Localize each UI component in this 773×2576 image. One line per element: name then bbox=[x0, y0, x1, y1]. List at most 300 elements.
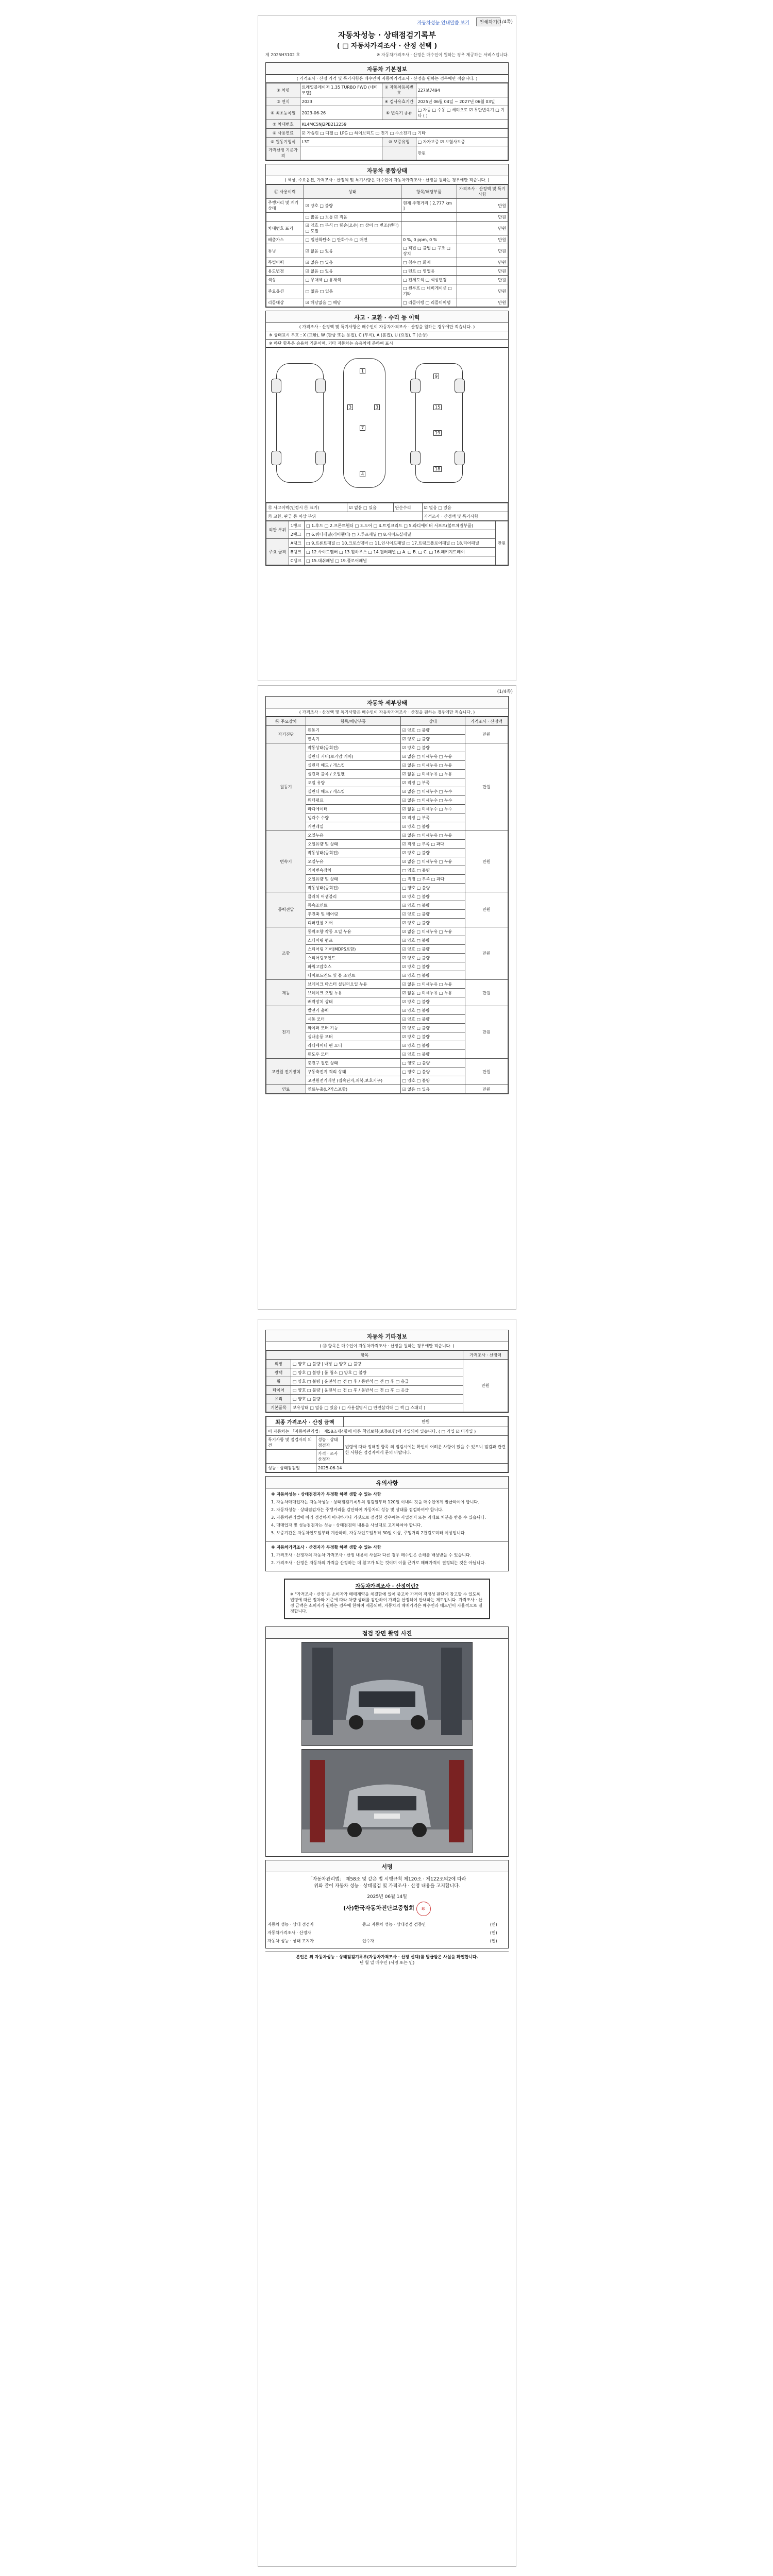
top-bar bbox=[258, 16, 516, 27]
rank-label: A랭크 bbox=[289, 539, 304, 548]
history-state: ☑ 없음 □ 있음 bbox=[347, 503, 393, 512]
detail-part: 오일누유 bbox=[306, 857, 400, 866]
detail-part: 실린더 헤드 / 개스킷 bbox=[306, 787, 400, 796]
detail-state: ☑ 없음 □ 미세누유 □ 누유 bbox=[400, 761, 465, 770]
simple-repair-label: 단순수리 bbox=[393, 503, 422, 512]
general-item: 튜닝 bbox=[266, 244, 304, 258]
detail-part: 라디에이터 팬 모터 bbox=[306, 1041, 400, 1050]
detail-state: ☑ 양호 □ 불량 bbox=[400, 901, 465, 910]
note-item: 3. 자동차관리법에 따라 점검하지 아니하거나 거짓으로 점검한 경우에는 사업정지 또는 과태료 처분을 받을 수 있습니다. bbox=[271, 1515, 486, 1520]
detail-state: ☑ 양호 □ 불량 bbox=[400, 954, 465, 962]
detail-part: 실린더 블록 / 오일팬 bbox=[306, 770, 400, 778]
accident-note: ( 가격조사 · 산정액 및 특기사항은 매수인이 자동차가격조사 · 산정을 원하는 경우에만 적습니다. ) bbox=[266, 323, 508, 331]
signature-org bbox=[266, 1902, 508, 1916]
general-detail bbox=[401, 213, 457, 222]
general-price: 만원 bbox=[457, 267, 508, 276]
detail-part: 실린더 헤드 / 개스킷 bbox=[306, 761, 400, 770]
other-col-item: 항목 bbox=[266, 1351, 463, 1360]
detail-section bbox=[265, 696, 509, 1094]
detail-price: 만원 bbox=[465, 1085, 508, 1094]
detail-part: 오일유량 및 상태 bbox=[306, 840, 400, 849]
detail-state: ☑ 적정 □ 부족 bbox=[400, 814, 465, 822]
detail-state: □ 양호 □ 불량 bbox=[400, 1076, 465, 1085]
detail-state: ☑ 양호 □ 불량 bbox=[400, 1041, 465, 1050]
general-detail: 현재 주행거리 [ 2,777 km ] bbox=[401, 199, 457, 213]
basic-info-row bbox=[266, 138, 508, 146]
rank-price: 만원 bbox=[495, 521, 508, 565]
detail-part: 기어변속장치 bbox=[306, 866, 400, 875]
detail-note: ( 가격조사 · 산정액 및 특기사항은 매수인이 자동차가격조사 · 산정을 원하는 경우에만 적습니다. ) bbox=[266, 708, 508, 717]
general-state: □ 없음 □ 있음 bbox=[304, 284, 401, 298]
other-row-cells: □ 양호 □ 불량 | 운전석 □ 전 □ 후 / 동반석 □ 전 □ 후 □ 응급 bbox=[291, 1377, 463, 1386]
outer-part-label: 외판 부위 bbox=[266, 521, 289, 539]
wheel-icon bbox=[455, 379, 465, 393]
car-rear-photo bbox=[302, 1750, 472, 1853]
detail-part: 원동기 bbox=[306, 726, 400, 735]
detail-state: □ 양호 □ 불량 bbox=[400, 1059, 465, 1067]
detail-price: 만원 bbox=[465, 892, 508, 927]
detail-state: □ 양호 □ 불량 bbox=[400, 866, 465, 875]
basic-key-2: ② 자동차등록번호 bbox=[382, 83, 416, 97]
detail-state: ☑ 없음 □ 미세누유 □ 누유 bbox=[400, 980, 465, 989]
general-detail: □ 전체도색 □ 색상변경 bbox=[401, 276, 457, 284]
general-state-row bbox=[266, 213, 508, 222]
signature-line-2: 위와 같이 자동차 성능 · 상태점검 및 가격조사 · 산정 내용을 고지합니다. bbox=[314, 1884, 460, 1889]
detail-group-name: 조향 bbox=[266, 927, 306, 980]
wheel-icon bbox=[410, 451, 421, 465]
price-info-box bbox=[284, 1579, 490, 1619]
general-price: 만원 bbox=[457, 258, 508, 267]
inspection-date-label: 성능 · 상태점검일 bbox=[266, 1464, 316, 1472]
detail-state: ☑ 양호 □ 불량 bbox=[400, 849, 465, 857]
detail-state: ☑ 없음 □ 있음 bbox=[400, 1085, 465, 1094]
general-item: 색상 bbox=[266, 276, 304, 284]
document-title: 자동차성능 · 상태점검기록부 bbox=[338, 30, 436, 40]
price-info-title: 자동차가격조사 · 산정이란? bbox=[355, 1584, 419, 1589]
general-col-header: 상태 bbox=[304, 185, 401, 199]
wheel-icon bbox=[315, 379, 326, 393]
detail-state: ☑ 없음 □ 미세누유 □ 누유 bbox=[400, 752, 465, 761]
detail-part: 등속조인트 bbox=[306, 901, 400, 910]
detail-part: 작동상태(공회전) bbox=[306, 884, 400, 892]
rank-parts: □ 1.후드 □ 2.프론트휀더 □ 3.도어 □ 4.트렁크리드 □ 5.라디에이터 서포트(볼트체결부품) bbox=[305, 521, 496, 530]
buyer-confirmation-sign: 년 월 일 매수인 (서명 또는 인) bbox=[359, 1960, 415, 1965]
part-marker: 3 bbox=[347, 404, 353, 410]
detail-part: 워터펌프 bbox=[306, 796, 400, 805]
general-state-table bbox=[266, 184, 508, 307]
part-marker: 1 bbox=[360, 368, 365, 374]
basic-key-2: ⑥ 변속기 종류 bbox=[382, 106, 416, 120]
signature-date: 2025년 06월 14일 bbox=[367, 1894, 407, 1900]
general-price: 만원 bbox=[457, 244, 508, 258]
other-info-header: 자동차 기타정보 bbox=[266, 1330, 508, 1342]
detail-state: ☑ 적정 □ 부족 □ 과다 bbox=[400, 840, 465, 849]
basic-info-note: ( 가격조사 · 산정 가격 및 특기사항은 매수인이 자동차가격조사 · 산정을 원하는 경우에만 적습니다. ) bbox=[266, 75, 508, 83]
general-col-header: 가격조사 · 산정액 및 특기사항 bbox=[457, 185, 508, 199]
accident-legend-2: ※ 하단 항목은 승용차 기준이며, 기타 자동차는 승용차에 준하여 표시 bbox=[266, 340, 508, 348]
detail-state: □ 양호 □ 불량 bbox=[400, 1067, 465, 1076]
part-marker: 15 bbox=[433, 404, 442, 410]
detail-price: 만원 bbox=[465, 980, 508, 1006]
other-row-cells: □ 양호 □ 불량 bbox=[291, 1395, 463, 1403]
final-price-unit: 만원 bbox=[343, 1417, 508, 1427]
detail-part: 커먼레일 bbox=[306, 822, 400, 831]
basic-info-row bbox=[266, 97, 508, 106]
detail-part: 스티어링 펌프 bbox=[306, 936, 400, 945]
general-price: 만원 bbox=[457, 213, 508, 222]
price-person-label: 가격 · 조사산정자 bbox=[316, 1450, 344, 1464]
detail-state: ☑ 양호 □ 불량 bbox=[400, 1050, 465, 1059]
detail-group-name: 연료 bbox=[266, 1085, 306, 1094]
signer-seal-2: (인) bbox=[490, 1930, 497, 1935]
rank-label: 1랭크 bbox=[289, 521, 304, 530]
other-price: 만원 bbox=[463, 1360, 508, 1412]
rank-parts: □ 12.사이드멤버 □ 13.휠하우스 □ 14.필러패널 □ A. □ B. □ C. □ 16.패키지트레이 bbox=[305, 548, 496, 556]
page-number: (1/4쪽) bbox=[497, 689, 513, 694]
detail-part: 오일 유량 bbox=[306, 778, 400, 787]
basic-key: ⑧ 사용연료 bbox=[266, 129, 300, 138]
note-item: 2. 가격조사 · 산정은 자동차의 가격을 산정하는 데 참고가 되는 것이며 이를 근거로 매매가격이 결정되는 것은 아닙니다. bbox=[271, 1561, 486, 1565]
performance-guide-link[interactable]: 자동차성능 안내말씀 보기 bbox=[417, 21, 469, 26]
detail-part: 연료누출(LP가스포함) bbox=[306, 1085, 400, 1094]
inspector-label: 성능 · 상태점검자 bbox=[316, 1436, 344, 1450]
detail-state: ☑ 양호 □ 불량 bbox=[400, 892, 465, 901]
wheel-icon bbox=[410, 379, 421, 393]
notes-b-title: ※ 자동차가격조사 · 산정자가 부정확 하면 생할 수 있는 사항 bbox=[271, 1545, 381, 1550]
detail-part: 오일누유 bbox=[306, 831, 400, 840]
detail-state: ☑ 없음 □ 미세누유 □ 누유 bbox=[400, 770, 465, 778]
notes-header: 유의사항 bbox=[266, 1477, 508, 1488]
general-state: □ 많음 □ 보통 ☑ 적음 bbox=[304, 213, 401, 222]
general-item: 리콜대상 bbox=[266, 298, 304, 307]
rank-label: B랭크 bbox=[289, 548, 304, 556]
general-state-row bbox=[266, 284, 508, 298]
basic-value-2: □ 자동 □ 수동 □ 세미오토 ☑ 무단변속기 □ 기타 ( ) bbox=[416, 106, 508, 120]
general-state: ☑ 없음 □ 있음 bbox=[304, 244, 401, 258]
detail-state: ☑ 양호 □ 불량 bbox=[400, 822, 465, 831]
detail-state: ☑ 양호 □ 불량 bbox=[400, 1032, 465, 1041]
basic-value: ☑ 가솔린 □ 디젤 □ LPG □ 하이브리드 □ 전기 □ 수소전기 □ 기타 bbox=[300, 129, 508, 138]
general-col-header: 항목/해당부품 bbox=[401, 185, 457, 199]
basic-info-table bbox=[266, 83, 508, 160]
detail-col-header: 가격조사 · 산정액 bbox=[465, 717, 508, 726]
other-info-table bbox=[266, 1350, 508, 1412]
basic-key: ⑤ 최초등록일 bbox=[266, 106, 300, 120]
signature-line-1: 「자동차관리법」 제58조 및 같은 법 시행규칙 제120조 · 제122조의2에 따라 bbox=[308, 1877, 466, 1882]
general-state-row bbox=[266, 235, 508, 244]
detail-state: ☑ 양호 □ 불량 bbox=[400, 726, 465, 735]
history-label: ⑫ 사고이력(인정시 ㉮ 표기) bbox=[266, 503, 347, 512]
detail-state: □ 적정 □ 부족 □ 과다 bbox=[400, 875, 465, 884]
car-front-photo bbox=[302, 1642, 472, 1745]
general-price: 만원 bbox=[457, 276, 508, 284]
basic-key: 가격산정 기준가격 bbox=[266, 146, 300, 160]
special-label: 특기사항 및 점검자의 의견 bbox=[266, 1436, 316, 1450]
signature-org-name: (사)한국자동차진단보증협회 bbox=[343, 1905, 414, 1911]
detail-part: 클러치 어셈블리 bbox=[306, 892, 400, 901]
detail-group-name: 고전원 전기장치 bbox=[266, 1059, 306, 1085]
rank-parts: □ 6.쿼터패널(리어휀더) □ 7.루프패널 □ 8.사이드실패널 bbox=[305, 530, 496, 539]
general-price: 만원 bbox=[457, 222, 508, 235]
signature-section bbox=[265, 1860, 509, 1948]
detail-part: 발전기 출력 bbox=[306, 1006, 400, 1015]
detail-part: 스티어링 기어(MDPS포함) bbox=[306, 945, 400, 954]
basic-key: ① 차명 bbox=[266, 83, 300, 97]
note-item: 4. 매매업자 및 성능점검자는 성능 · 상태점검의 내용을 사실대로 고지하여야 합니다. bbox=[271, 1523, 423, 1528]
signer-r2 bbox=[361, 1928, 489, 1937]
note-item: 5. 보증기간은 자동차인도일부터 계산하며, 자동차인도일부터 30일 이상, 주행거리 2천킬로미터 이상입니다. bbox=[271, 1531, 466, 1535]
notes-section bbox=[265, 1476, 509, 1571]
basic-value-2: 227보7494 bbox=[416, 83, 508, 97]
detail-state: ☑ 양호 □ 불량 bbox=[400, 1024, 465, 1032]
detail-group-name: 동력전달 bbox=[266, 892, 306, 927]
general-detail: □ 침수 □ 화재 bbox=[401, 258, 457, 267]
general-detail: 0 %, 0 ppm, 0 % bbox=[401, 235, 457, 244]
general-price: 만원 bbox=[457, 284, 508, 298]
general-state-row bbox=[266, 222, 508, 235]
detail-state: ☑ 양호 □ 불량 bbox=[400, 971, 465, 980]
general-state-row bbox=[266, 267, 508, 276]
photos-header: 점검 장면 촬영 사진 bbox=[266, 1627, 508, 1639]
opinion-table bbox=[266, 1416, 508, 1472]
detail-part: 오일유량 및 상태 bbox=[306, 875, 400, 884]
price-info-text: ※ "가격조사 · 산정"은 소비자가 매매계약을 체결함에 있어 중고차 가격의 적정성 판단에 참고할 수 있도록 법령에 따른 절차와 기준에 따라 차량 상태를 감안하여 가격을 산정하여 안내하는 제도입니다. 가격조사 · 산정 금액은 소비자가 원하는 경우에 한하여 제공되며, 자동차의 매매가격은 매수인과 매도인이 자율적으로 결정합니다. bbox=[290, 1592, 483, 1614]
detail-price: 만원 bbox=[465, 927, 508, 980]
detail-state: ☑ 양호 □ 불량 bbox=[400, 743, 465, 752]
basic-key-2: ④ 검사유효기간 bbox=[382, 97, 416, 106]
accident-section bbox=[265, 311, 509, 566]
signature-header: 서명 bbox=[266, 1860, 508, 1872]
signer-l2: 자동차가격조사 · 산정자 bbox=[267, 1930, 311, 1935]
detail-group-name: 제동 bbox=[266, 980, 306, 1006]
detail-price: 만원 bbox=[465, 1059, 508, 1085]
other-row-cells: □ 양호 □ 불량 | 운전석 □ 전 □ 후 / 동반석 □ 전 □ 후 □ 응급 bbox=[291, 1386, 463, 1395]
basic-key: ⑦ 차대번호 bbox=[266, 120, 300, 129]
general-state: ☑ 없음 □ 있음 bbox=[304, 258, 401, 267]
official-seal-icon: 印 bbox=[416, 1902, 431, 1916]
detail-part: 스티어링조인트 bbox=[306, 954, 400, 962]
detail-price: 만원 bbox=[465, 743, 508, 831]
general-detail bbox=[401, 222, 457, 235]
general-detail: □ 적법 □ 불법 □ 구조 □ 장치 bbox=[401, 244, 457, 258]
detail-state: ☑ 없음 □ 미세누유 □ 누유 bbox=[400, 857, 465, 866]
opinion-section bbox=[265, 1416, 509, 1473]
basic-info-row bbox=[266, 120, 508, 129]
other-row-name: 기본품목 bbox=[266, 1403, 291, 1412]
wheel-icon bbox=[315, 451, 326, 465]
detail-row bbox=[266, 743, 508, 752]
part-marker: 7 bbox=[360, 425, 365, 431]
signer-r3: 인수자 bbox=[362, 1938, 375, 1943]
detail-state: ☑ 적정 □ 부족 bbox=[400, 778, 465, 787]
document-number: 제 2025H3102 호 bbox=[265, 53, 300, 57]
general-item: 주행거리 및 계기상태 bbox=[266, 199, 304, 213]
detail-state: ☑ 양호 □ 불량 bbox=[400, 919, 465, 927]
detail-price: 만원 bbox=[465, 1006, 508, 1059]
notes-a-title: ※ 자동차성능 · 상태점검자가 부정확 하면 생할 수 있는 사항 bbox=[271, 1492, 381, 1497]
basic-info-row bbox=[266, 83, 508, 97]
other-row-name: 외장 bbox=[266, 1360, 291, 1368]
document-number-row bbox=[258, 50, 516, 59]
general-state: ☑ 양호 □ 부식 □ 훼손(오손) □ 상이 □ 변조(변타) □ 도말 bbox=[304, 222, 401, 235]
detail-row bbox=[266, 980, 508, 989]
simple-repair-state: ☑ 없음 □ 있음 bbox=[422, 503, 508, 512]
detail-row bbox=[266, 1059, 508, 1067]
detail-row bbox=[266, 831, 508, 840]
wheel-icon bbox=[271, 451, 281, 465]
other-col-price: 가격조사 · 산정액 bbox=[463, 1351, 508, 1360]
print-button[interactable]: 인쇄하기 bbox=[476, 18, 500, 26]
other-row-name: 휠 bbox=[266, 1377, 291, 1386]
detail-state: ☑ 없음 □ 미세누유 □ 누유 bbox=[400, 927, 465, 936]
detail-part: 파워고압호스 bbox=[306, 962, 400, 971]
part-marker: 18 bbox=[433, 466, 442, 472]
signer-r1: 중고 자동차 성능 · 상태점검 검증인 bbox=[362, 1922, 426, 1927]
other-info-note: ( ⑮ 항목은 매수인이 자동차가격조사 · 산정을 원하는 경우에만 적습니다. ) bbox=[266, 1342, 508, 1350]
document-page-1 bbox=[258, 15, 516, 681]
rank-parts: □ 9.프론트패널 □ 10.크로스멤버 □ 11.인사이드패널 □ 17.트렁크플로어패널 □ 18.리어패널 bbox=[305, 539, 496, 548]
general-price: 만원 bbox=[457, 298, 508, 307]
detail-state: ☑ 양호 □ 불량 bbox=[400, 936, 465, 945]
inspection-photo-rear bbox=[301, 1749, 473, 1853]
buyer-confirmation-text: 본인은 위 자동차성능 · 상태점검기록부(자동차가격조사 · 산정 선택)를 발급받은 사실을 확인합니다. bbox=[296, 1955, 478, 1959]
other-row-name: 타이어 bbox=[266, 1386, 291, 1395]
general-state: □ 무채색 □ 유채색 bbox=[304, 276, 401, 284]
other-row-cells: □ 양호 □ 불량 | 룸 청소 □ 양호 □ 불량 bbox=[291, 1368, 463, 1377]
detail-part: 고전원전기배선 (접속단자,피복,보호기구) bbox=[306, 1076, 400, 1085]
document-subtitle: ( □ 자동차가격조사 · 산정 선택 ) bbox=[337, 42, 438, 50]
detail-state: ☑ 양호 □ 불량 bbox=[400, 735, 465, 743]
detail-row bbox=[266, 927, 508, 936]
detail-row bbox=[266, 892, 508, 901]
general-item: 차대번호 표기 bbox=[266, 222, 304, 235]
general-item: 배출가스 bbox=[266, 235, 304, 244]
detail-state: □ 양호 □ 불량 bbox=[400, 884, 465, 892]
basic-info-section bbox=[265, 62, 509, 161]
other-row-name: 유리 bbox=[266, 1395, 291, 1403]
detail-part: 디퍼렌셜 기어 bbox=[306, 919, 400, 927]
detail-group-name: 원동기 bbox=[266, 743, 306, 831]
detail-state: ☑ 없음 □ 미세누유 □ 누유 bbox=[400, 989, 465, 997]
other-row-name: 광택 bbox=[266, 1368, 291, 1377]
detail-state: ☑ 없음 □ 미세누수 □ 누수 bbox=[400, 805, 465, 814]
other-info-section bbox=[265, 1330, 509, 1413]
detail-state: ☑ 없음 □ 미세누수 □ 누수 bbox=[400, 787, 465, 796]
basic-key-2 bbox=[382, 146, 416, 160]
general-state-row bbox=[266, 244, 508, 258]
basic-info-header: 자동차 기본정보 bbox=[266, 63, 508, 75]
detail-group-name: 변속기 bbox=[266, 831, 306, 892]
detail-state: ☑ 양호 □ 불량 bbox=[400, 945, 465, 954]
main-frame-label: 주요 골격 bbox=[266, 539, 289, 565]
general-state-row bbox=[266, 199, 508, 213]
rank-parts: □ 15.대쉬패널 □ 19.플로어패널 bbox=[305, 556, 496, 565]
signer-l3: 자동차 성능 · 상태 고지자 bbox=[267, 1938, 314, 1943]
general-state: □ 일산화탄소 □ 탄화수소 □ 매연 bbox=[304, 235, 401, 244]
detail-col-header: ⑭ 주요장치 bbox=[266, 717, 306, 726]
part-marker: 19 bbox=[433, 430, 442, 436]
general-detail: □ 렌트 □ 영업용 bbox=[401, 267, 457, 276]
detail-state: ☑ 양호 □ 불량 bbox=[400, 1006, 465, 1015]
detail-part: 추진축 및 베어링 bbox=[306, 910, 400, 919]
general-state-row bbox=[266, 276, 508, 284]
detail-price: 만원 bbox=[465, 726, 508, 743]
final-price-header: 최종 가격조사 · 산정 금액 bbox=[266, 1417, 344, 1427]
car-outline-top bbox=[343, 358, 385, 488]
note-item: 1. 자동차매매업자는 자동차성능 · 상태점검기록부의 점검일부터 120일 이내의 것을 매수인에게 발급하여야 합니다. bbox=[271, 1500, 479, 1504]
notes-body-a bbox=[266, 1488, 508, 1541]
document-page-2 bbox=[258, 685, 516, 1310]
general-state-row bbox=[266, 298, 508, 307]
general-state: ☑ 양호 □ 불량 bbox=[304, 199, 401, 213]
rank-label: C랭크 bbox=[289, 556, 304, 565]
signer-l1: 자동차 성능 · 상태 점검자 bbox=[267, 1922, 314, 1927]
exchange-price-col: 가격조사 · 산정액 및 특기사항 bbox=[422, 512, 508, 521]
general-state: ☑ 해당없음 □ 해당 bbox=[304, 298, 401, 307]
detail-part: 시동 모터 bbox=[306, 1015, 400, 1024]
detail-part: 실내송풍 모터 bbox=[306, 1032, 400, 1041]
buyer-confirmation bbox=[265, 1952, 509, 1965]
detail-row bbox=[266, 1085, 508, 1094]
general-state: ☑ 없음 □ 있음 bbox=[304, 267, 401, 276]
insurance-note: 이 자동차는 「자동차관리법」 제58조제4항에 따른 책임보험(보증보험)에 가입되어 있습니다. ( □ 가입 ☑ 미가입 ) bbox=[266, 1427, 508, 1436]
accident-history-table bbox=[266, 503, 508, 521]
wheel-icon bbox=[455, 451, 465, 465]
part-marker: 3 bbox=[374, 404, 380, 410]
document-page-3 bbox=[258, 1319, 516, 2567]
general-price: 만원 bbox=[457, 199, 508, 213]
general-state-header: 자동차 종합상태 bbox=[266, 164, 508, 176]
notes-body-b bbox=[266, 1541, 508, 1571]
detail-header: 자동차 세부상태 bbox=[266, 697, 508, 708]
general-state-note: ( 색상, 주요옵션, 가격조사 · 산정액 및 특기사항은 매수인이 자동차가격조사 · 산정을 원하는 경우에만 적습니다. ) bbox=[266, 176, 508, 184]
inspection-photo-front bbox=[301, 1642, 473, 1746]
basic-key: ⑨ 원동기형식 bbox=[266, 138, 300, 146]
basic-value bbox=[300, 146, 382, 160]
detail-part: 냉각수 수량 bbox=[306, 814, 400, 822]
basic-info-row bbox=[266, 106, 508, 120]
detail-group-name: 자기진단 bbox=[266, 726, 306, 743]
detail-part: 작동상태(공회전) bbox=[306, 743, 400, 752]
general-item: 주요옵션 bbox=[266, 284, 304, 298]
basic-info-row bbox=[266, 146, 508, 160]
basic-key-2: ⑩ 보증유형 bbox=[382, 138, 416, 146]
general-item bbox=[266, 213, 304, 222]
detail-part: 라디에이터 bbox=[306, 805, 400, 814]
signer-seal-1: (인) bbox=[490, 1922, 497, 1927]
note-item: 2. 자동차성능 · 상태점검자는 주행거리를 감안하여 자동차의 성능 및 상태를 점검하여야 합니다. bbox=[271, 1507, 444, 1512]
wheel-icon bbox=[271, 379, 281, 393]
accident-header: 사고 · 교환 · 수리 등 이력 bbox=[266, 311, 508, 323]
basic-value: L3T bbox=[300, 138, 382, 146]
detail-state: ☑ 양호 □ 불량 bbox=[400, 910, 465, 919]
other-row-cells: □ 양호 □ 불량 | 내장 □ 양호 □ 불량 bbox=[291, 1360, 463, 1368]
detail-col-header: 상태 bbox=[400, 717, 465, 726]
general-price: 만원 bbox=[457, 235, 508, 244]
basic-key: ③ 연식 bbox=[266, 97, 300, 106]
special-text: 법령에 따라 정해진 항목 외 점검시에는 확인이 어려운 사항이 있을 수 있으니 점검과 관련한 사항은 점검자에게 문의 바랍니다. bbox=[343, 1436, 508, 1464]
basic-value-2: □ 자가보증 ☑ 보험사보증 bbox=[416, 138, 508, 146]
part-marker: 9 bbox=[433, 374, 439, 379]
detail-state: ☑ 양호 □ 불량 bbox=[400, 997, 465, 1006]
basic-value-2: 만원 bbox=[416, 146, 508, 160]
note-item: 1. 가격조사 · 산정자의 자동차 가격조사 · 산정 내용이 사실과 다른 경우 매수인은 손해를 배상받을 수 있습니다. bbox=[271, 1553, 472, 1557]
detail-part: 브레이크 마스터 실린더오일 누유 bbox=[306, 980, 400, 989]
detail-part: 작동상태(공회전) bbox=[306, 849, 400, 857]
detail-row bbox=[266, 726, 508, 735]
other-row-cells: 보유상태 □ 없음 □ 있음 ( □ 사용설명서 □ 안전삼각대 □ 잭 □ 스패너 ) bbox=[291, 1403, 463, 1412]
basic-value: KL4MC5NJ2PB212259 bbox=[300, 120, 508, 129]
